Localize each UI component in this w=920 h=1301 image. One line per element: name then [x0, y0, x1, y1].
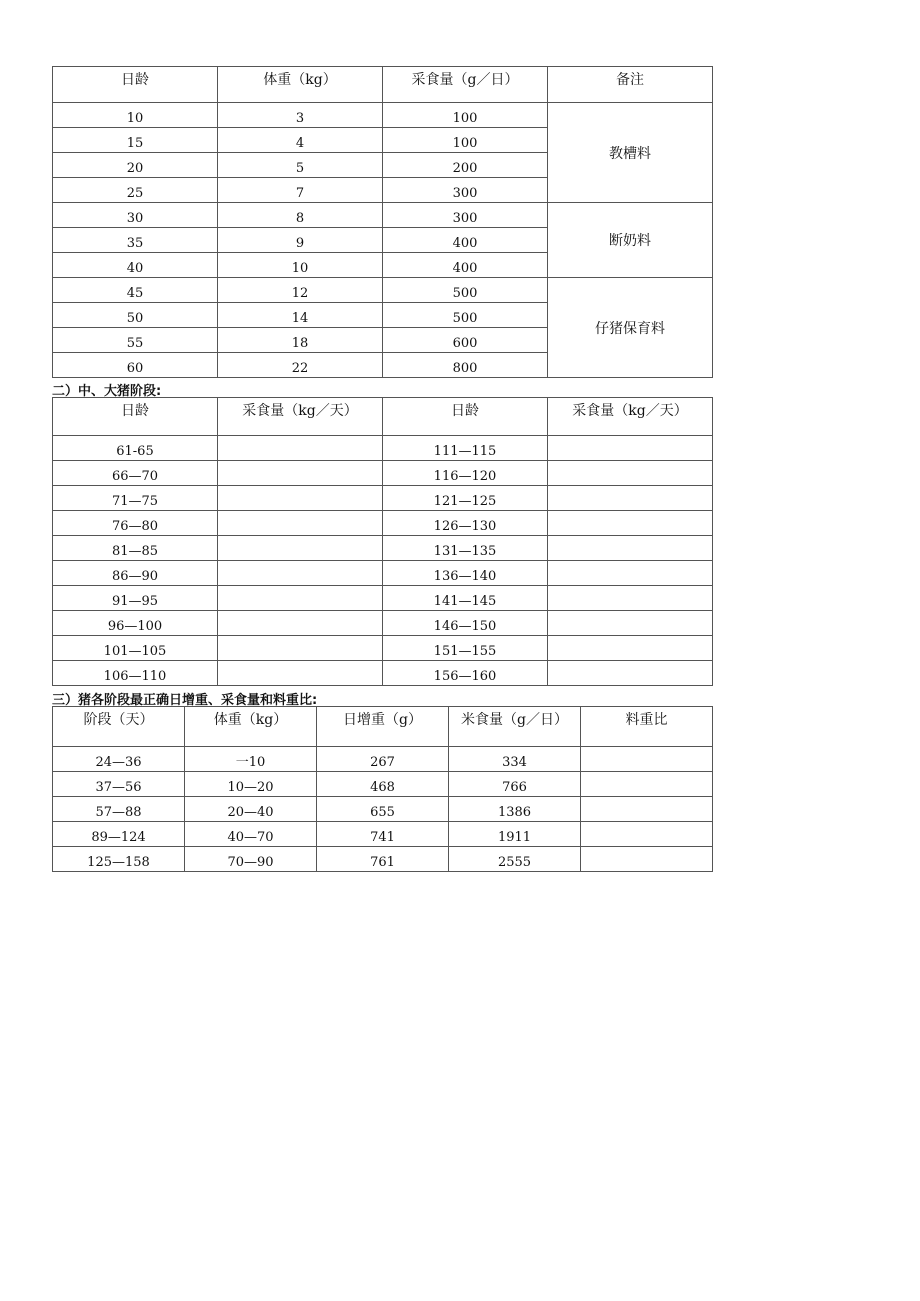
- daily-gain-cell: 741: [317, 822, 449, 847]
- weight-cell: 8: [218, 203, 383, 228]
- age-range-cell: 71—75: [53, 486, 218, 511]
- table-row: [53, 486, 713, 511]
- table-row: [53, 436, 713, 461]
- table-row: [53, 772, 713, 797]
- table-row: [53, 822, 713, 847]
- weight-cell: 7: [218, 178, 383, 203]
- weight-cell: 70—90: [185, 847, 317, 872]
- age-range-cell: 111—115: [383, 436, 548, 461]
- intake-cell: [548, 436, 713, 461]
- table-row: [53, 747, 713, 772]
- table-header-row: [53, 398, 713, 436]
- intake-cell: 500: [383, 303, 548, 328]
- intake-cell: 100: [383, 103, 548, 128]
- age-range-cell: 116—120: [383, 461, 548, 486]
- age-cell: 50: [53, 303, 218, 328]
- stage-cell: 37—56: [53, 772, 185, 797]
- header-cell: 备注: [548, 67, 713, 103]
- stage-cell: 24—36: [53, 747, 185, 772]
- weight-cell: 10—20: [185, 772, 317, 797]
- intake-cell: 766: [449, 772, 581, 797]
- table-row: [53, 536, 713, 561]
- intake-cell: [548, 636, 713, 661]
- daily-gain-cell: 761: [317, 847, 449, 872]
- header-cell: 日龄: [383, 398, 548, 436]
- feed-ratio-cell: [581, 847, 713, 872]
- intake-cell: 400: [383, 253, 548, 278]
- daily-gain-cell: 655: [317, 797, 449, 822]
- intake-cell: [548, 586, 713, 611]
- intake-cell: 1386: [449, 797, 581, 822]
- header-cell: 阶段（天）: [53, 707, 185, 747]
- intake-cell: 300: [383, 178, 548, 203]
- intake-cell: [218, 436, 383, 461]
- intake-cell: [218, 611, 383, 636]
- table-header-row: [53, 707, 713, 747]
- intake-cell: [218, 486, 383, 511]
- intake-cell: 300: [383, 203, 548, 228]
- table-row: [53, 461, 713, 486]
- intake-cell: [548, 486, 713, 511]
- feed-ratio-cell: [581, 797, 713, 822]
- remark-cell: 仔猪保育料: [548, 278, 713, 378]
- intake-cell: 500: [383, 278, 548, 303]
- header-cell: 日龄: [53, 398, 218, 436]
- daily-gain-cell: 468: [317, 772, 449, 797]
- header-cell: 日龄: [53, 67, 218, 103]
- weight-cell: 40—70: [185, 822, 317, 847]
- age-cell: 25: [53, 178, 218, 203]
- age-cell: 40: [53, 253, 218, 278]
- intake-cell: 100: [383, 128, 548, 153]
- table-row: [53, 797, 713, 822]
- intake-cell: [218, 661, 383, 686]
- age-cell: 15: [53, 128, 218, 153]
- age-range-cell: 76—80: [53, 511, 218, 536]
- weight-cell: 20—40: [185, 797, 317, 822]
- header-cell: 体重（kg）: [218, 67, 383, 103]
- header-cell: 日增重（g）: [317, 707, 449, 747]
- table-row: [53, 611, 713, 636]
- intake-cell: [548, 461, 713, 486]
- section-title: 三）猪各阶段最正确日增重、采食量和料重比:: [52, 693, 318, 708]
- age-range-cell: 136—140: [383, 561, 548, 586]
- age-range-cell: 101—105: [53, 636, 218, 661]
- intake-cell: [218, 586, 383, 611]
- age-range-cell: 66—70: [53, 461, 218, 486]
- header-cell: 采食量（kg／天）: [218, 398, 383, 436]
- piglet-feed-table: [52, 66, 713, 378]
- intake-cell: 800: [383, 353, 548, 378]
- age-cell: 60: [53, 353, 218, 378]
- table-row: [53, 203, 713, 228]
- grower-feed-table: [52, 397, 713, 686]
- intake-cell: 334: [449, 747, 581, 772]
- age-range-cell: 146—150: [383, 611, 548, 636]
- weight-cell: 9: [218, 228, 383, 253]
- intake-cell: [548, 511, 713, 536]
- table-header-row: [53, 67, 713, 103]
- age-range-cell: 86—90: [53, 561, 218, 586]
- weight-cell: 18: [218, 328, 383, 353]
- intake-cell: 400: [383, 228, 548, 253]
- weight-cell: 12: [218, 278, 383, 303]
- header-cell: 米食量（g／日）: [449, 707, 581, 747]
- table-row: [53, 103, 713, 128]
- remark-cell: 断奶料: [548, 203, 713, 278]
- stage-cell: 89—124: [53, 822, 185, 847]
- weight-cell: 22: [218, 353, 383, 378]
- weight-cell: 14: [218, 303, 383, 328]
- intake-cell: [548, 536, 713, 561]
- age-range-cell: 121—125: [383, 486, 548, 511]
- age-cell: 55: [53, 328, 218, 353]
- table-row: [53, 278, 713, 303]
- weight-cell: 一10: [185, 747, 317, 772]
- age-range-cell: 151—155: [383, 636, 548, 661]
- intake-cell: [218, 461, 383, 486]
- intake-cell: [218, 561, 383, 586]
- intake-cell: [218, 536, 383, 561]
- stage-cell: 57—88: [53, 797, 185, 822]
- header-cell: 采食量（kg／天）: [548, 398, 713, 436]
- header-cell: 采食量（g／日）: [383, 67, 548, 103]
- intake-cell: [218, 511, 383, 536]
- age-range-cell: 91—95: [53, 586, 218, 611]
- age-cell: 30: [53, 203, 218, 228]
- weight-cell: 3: [218, 103, 383, 128]
- age-range-cell: 96—100: [53, 611, 218, 636]
- table-row: [53, 511, 713, 536]
- table-row: [53, 636, 713, 661]
- age-range-cell: 81—85: [53, 536, 218, 561]
- intake-cell: [218, 636, 383, 661]
- section-title: 二）中、大猪阶段:: [52, 384, 162, 399]
- age-range-cell: 131—135: [383, 536, 548, 561]
- stage-cell: 125—158: [53, 847, 185, 872]
- feed-ratio-cell: [581, 822, 713, 847]
- age-cell: 35: [53, 228, 218, 253]
- intake-cell: 200: [383, 153, 548, 178]
- table-row: [53, 561, 713, 586]
- intake-cell: 600: [383, 328, 548, 353]
- age-range-cell: 61-65: [53, 436, 218, 461]
- age-range-cell: 141—145: [383, 586, 548, 611]
- weight-cell: 5: [218, 153, 383, 178]
- intake-cell: [548, 561, 713, 586]
- table-row: [53, 661, 713, 686]
- intake-cell: [548, 661, 713, 686]
- age-cell: 10: [53, 103, 218, 128]
- table-row: [53, 586, 713, 611]
- weight-cell: 4: [218, 128, 383, 153]
- intake-cell: 2555: [449, 847, 581, 872]
- intake-cell: [548, 611, 713, 636]
- remark-cell: 教槽料: [548, 103, 713, 203]
- table-row: [53, 847, 713, 872]
- header-cell: 体重（kg）: [185, 707, 317, 747]
- feed-ratio-cell: [581, 772, 713, 797]
- daily-gain-cell: 267: [317, 747, 449, 772]
- intake-cell: 1911: [449, 822, 581, 847]
- weight-cell: 10: [218, 253, 383, 278]
- age-cell: 45: [53, 278, 218, 303]
- age-cell: 20: [53, 153, 218, 178]
- stage-performance-table: [52, 706, 713, 872]
- age-range-cell: 156—160: [383, 661, 548, 686]
- age-range-cell: 106—110: [53, 661, 218, 686]
- header-cell: 料重比: [581, 707, 713, 747]
- age-range-cell: 126—130: [383, 511, 548, 536]
- feed-ratio-cell: [581, 747, 713, 772]
